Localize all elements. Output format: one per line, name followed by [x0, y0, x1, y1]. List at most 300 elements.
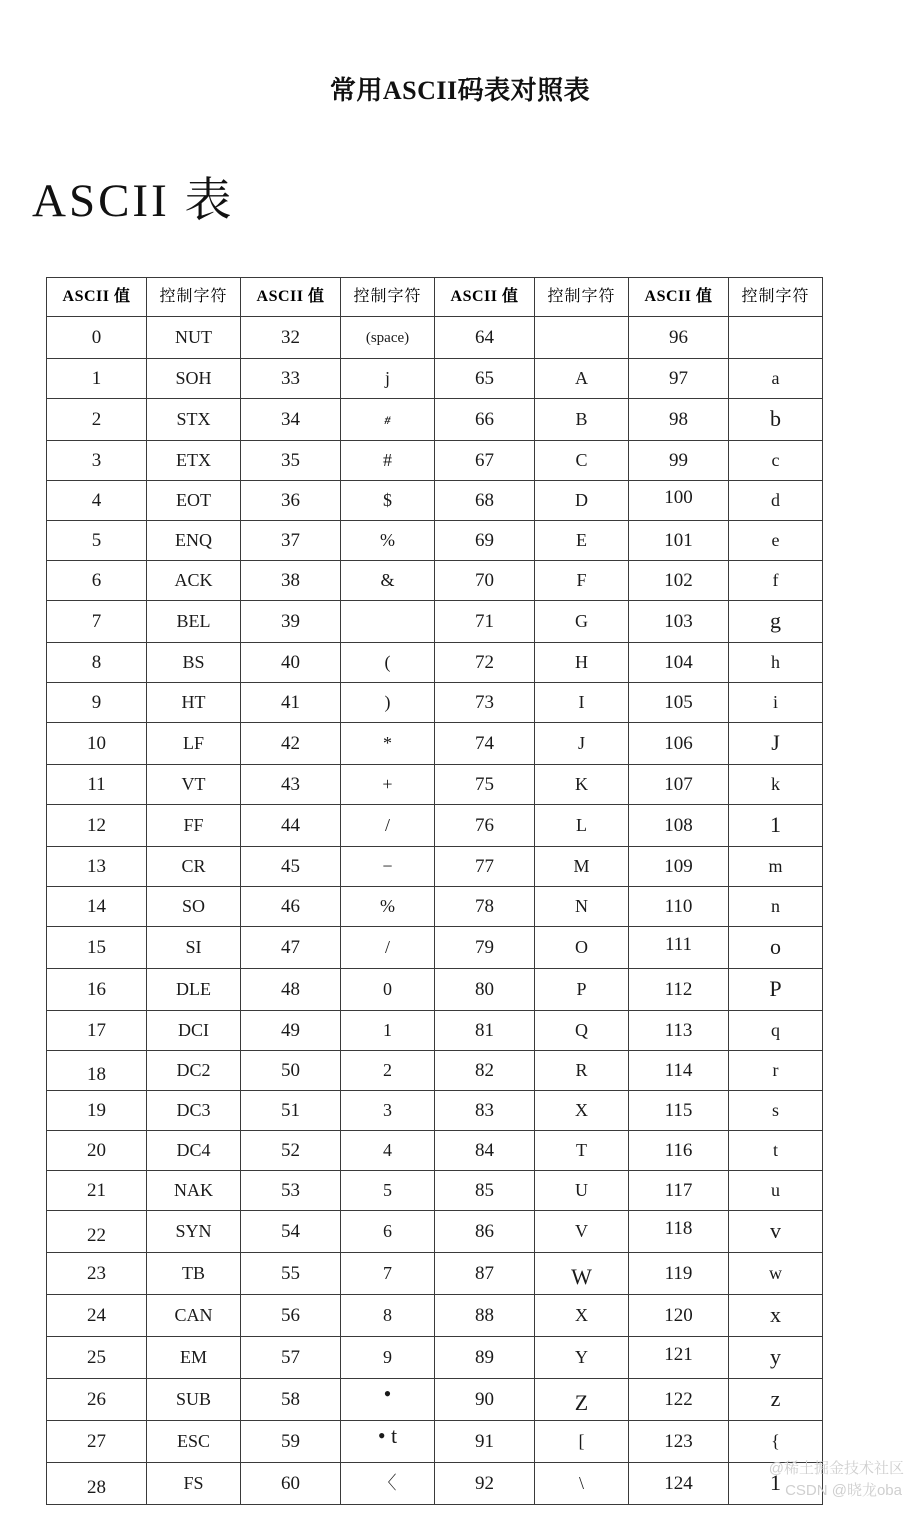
control-char-cell	[341, 1379, 435, 1421]
ascii-value-cell	[47, 601, 147, 643]
ascii-value-cell	[47, 1463, 147, 1505]
control-char-cell	[147, 601, 241, 643]
ascii-value-cell	[629, 969, 729, 1011]
control-char-text: NAK	[174, 1180, 213, 1200]
ascii-table-container	[46, 277, 820, 1505]
ascii-value-text: 60	[281, 1473, 300, 1494]
ascii-value-cell	[435, 1131, 535, 1171]
ascii-value-text: 65	[475, 368, 494, 389]
ascii-value-text: 55	[281, 1263, 300, 1284]
ascii-value-text: 123	[664, 1431, 693, 1452]
ascii-value-text: 3	[91, 450, 102, 471]
ascii-value-cell	[241, 969, 341, 1011]
page-title: 常用ASCII码表对照表	[329, 76, 591, 105]
control-char-text: SOH	[175, 368, 212, 388]
control-char-cell	[147, 1253, 241, 1295]
control-char-cell	[147, 1051, 241, 1091]
ascii-value-text: 79	[475, 937, 494, 958]
control-char-text: )	[384, 692, 391, 712]
control-char-cell	[341, 683, 435, 723]
ascii-value-cell	[435, 601, 535, 643]
control-char-cell	[729, 561, 823, 601]
ascii-value-text: 34	[281, 409, 300, 430]
ascii-value-cell	[435, 561, 535, 601]
control-char-text: x	[770, 1302, 781, 1327]
ascii-value-cell	[435, 317, 535, 359]
table-row	[47, 1421, 823, 1463]
control-char-text: c	[771, 450, 780, 470]
control-char-cell	[535, 927, 629, 969]
control-char-text: LF	[182, 733, 204, 753]
ascii-value-cell	[241, 481, 341, 521]
control-char-cell	[729, 887, 823, 927]
control-char-text: #	[383, 450, 392, 470]
control-char-text: Q	[575, 1020, 588, 1040]
ascii-value-text: 108	[664, 815, 693, 836]
ascii-value-text: 53	[281, 1180, 300, 1201]
control-char-cell	[729, 1211, 823, 1253]
ascii-value-text: 114	[664, 1060, 693, 1081]
control-char-cell	[729, 1253, 823, 1295]
control-char-cell	[341, 359, 435, 399]
control-char-cell	[729, 805, 823, 847]
ascii-value-text: 24	[87, 1305, 106, 1326]
control-char-cell	[535, 399, 629, 441]
control-char-text: J	[577, 733, 585, 753]
control-char-cell	[535, 521, 629, 561]
control-char-text: /	[384, 815, 390, 835]
control-char-cell	[535, 765, 629, 805]
ascii-value-cell	[47, 317, 147, 359]
ascii-value-cell	[241, 1421, 341, 1463]
ascii-value-text: 20	[87, 1140, 106, 1161]
table-row	[47, 521, 823, 561]
ascii-value-cell	[629, 317, 729, 359]
ascii-value-cell	[435, 359, 535, 399]
control-char-cell	[729, 1011, 823, 1051]
ascii-value-cell	[435, 1171, 535, 1211]
ascii-value-text: 32	[281, 327, 300, 348]
ascii-value-cell	[629, 1253, 729, 1295]
ascii-value-cell	[629, 399, 729, 441]
ascii-value-text: 120	[664, 1305, 693, 1326]
ascii-value-text: 17	[87, 1020, 106, 1041]
control-char-text: P	[576, 979, 587, 999]
ascii-value-cell	[241, 723, 341, 765]
control-char-cell	[341, 1211, 435, 1253]
control-char-cell	[147, 317, 241, 359]
control-char-text: z	[770, 1386, 781, 1411]
control-char-text: TB	[181, 1263, 205, 1283]
control-char-cell	[147, 1421, 241, 1463]
ascii-value-text: 98	[669, 409, 688, 430]
control-char-text: CAN	[174, 1305, 213, 1325]
table-row	[47, 887, 823, 927]
ascii-value-text: 110	[664, 896, 693, 917]
control-char-text: %	[380, 896, 395, 916]
ascii-value-text: 102	[664, 570, 693, 591]
ascii-value-cell	[629, 1463, 729, 1505]
table-row	[47, 1463, 823, 1505]
control-char-cell	[341, 1171, 435, 1211]
ascii-value-text: 21	[87, 1180, 106, 1201]
ascii-value-cell	[629, 441, 729, 481]
ascii-value-text: 99	[669, 450, 688, 471]
ascii-value-text: 4	[91, 490, 102, 511]
control-char-cell	[729, 521, 823, 561]
ascii-value-cell	[435, 969, 535, 1011]
ascii-value-text: 1	[91, 368, 102, 389]
control-char-cell	[147, 683, 241, 723]
ascii-value-text: 9	[91, 692, 102, 713]
control-char-text: ETX	[176, 450, 211, 470]
control-char-cell	[729, 847, 823, 887]
ascii-value-text: 88	[475, 1305, 494, 1326]
control-char-cell	[147, 887, 241, 927]
control-char-cell	[147, 723, 241, 765]
control-char-text: (	[384, 652, 391, 672]
ascii-value-cell	[435, 1011, 535, 1051]
ascii-value-cell	[241, 561, 341, 601]
ascii-value-text: 44	[281, 815, 300, 836]
control-char-cell	[729, 1091, 823, 1131]
ascii-value-text: 115	[664, 1100, 693, 1121]
ascii-value-cell	[241, 765, 341, 805]
control-char-text: /	[384, 937, 390, 957]
control-char-cell	[729, 1131, 823, 1171]
control-char-cell	[535, 643, 629, 683]
control-char-cell	[341, 765, 435, 805]
table-header	[47, 278, 823, 317]
control-char-text: d	[771, 490, 780, 510]
ascii-value-text: 81	[475, 1020, 494, 1041]
ascii-value-cell	[435, 643, 535, 683]
table-row	[47, 1211, 823, 1253]
ascii-value-cell	[629, 481, 729, 521]
control-char-cell	[147, 1337, 241, 1379]
control-char-cell	[341, 1051, 435, 1091]
control-char-cell	[729, 359, 823, 399]
control-char-cell	[535, 359, 629, 399]
table-row	[47, 1253, 823, 1295]
table-row	[47, 1379, 823, 1421]
ascii-value-cell	[629, 521, 729, 561]
ascii-value-text: 58	[281, 1389, 300, 1410]
control-char-cell	[147, 927, 241, 969]
control-char-text: (space)	[365, 330, 410, 346]
ascii-value-cell	[435, 399, 535, 441]
control-char-cell	[535, 805, 629, 847]
control-char-cell	[147, 1091, 241, 1131]
ascii-value-cell	[435, 521, 535, 561]
control-char-text: i	[772, 692, 778, 712]
control-char-text: P	[769, 976, 782, 1001]
ascii-value-text: 0	[91, 327, 102, 348]
control-char-cell	[147, 481, 241, 521]
control-char-cell	[147, 643, 241, 683]
control-char-cell	[535, 1295, 629, 1337]
ascii-value-text: 22	[87, 1225, 106, 1246]
control-char-cell	[147, 1011, 241, 1051]
control-char-cell	[535, 1171, 629, 1211]
table-row	[47, 601, 823, 643]
control-char-cell	[341, 1131, 435, 1171]
ascii-value-cell	[47, 1253, 147, 1295]
ascii-value-text: 80	[475, 979, 494, 1000]
control-char-cell	[729, 1295, 823, 1337]
control-char-cell	[147, 847, 241, 887]
ascii-value-cell	[435, 1463, 535, 1505]
control-char-text: H	[575, 652, 588, 672]
control-char-cell	[341, 1295, 435, 1337]
ascii-value-text: 5	[91, 530, 102, 551]
ascii-value-text: 70	[475, 570, 494, 591]
ascii-value-cell	[629, 1211, 729, 1253]
control-char-text: 5	[383, 1180, 392, 1200]
table-row	[47, 1051, 823, 1091]
ascii-value-text: 116	[664, 1140, 693, 1161]
ascii-value-text: 10	[87, 733, 106, 754]
control-char-cell	[341, 1253, 435, 1295]
control-char-cell	[535, 441, 629, 481]
control-char-text: 2	[383, 1060, 392, 1080]
column-header-ascii-value-4: ASCII 值	[629, 278, 729, 317]
ascii-value-cell	[435, 1051, 535, 1091]
ascii-value-text: 103	[664, 611, 693, 632]
control-char-text: • t	[377, 1423, 398, 1448]
control-char-text: 1	[770, 812, 781, 837]
control-char-cell	[535, 1379, 629, 1421]
control-char-text: 7	[383, 1263, 392, 1283]
control-char-cell	[729, 1379, 823, 1421]
control-char-cell	[535, 1211, 629, 1253]
control-char-cell	[341, 441, 435, 481]
control-char-text: e	[771, 530, 780, 550]
ascii-value-text: 66	[475, 409, 494, 430]
ascii-value-text: 49	[281, 1020, 300, 1041]
table-row	[47, 847, 823, 887]
control-char-cell	[729, 723, 823, 765]
ascii-value-text: 101	[664, 530, 693, 551]
control-char-text: j	[384, 368, 390, 388]
ascii-value-cell	[47, 561, 147, 601]
ascii-value-text: 100	[664, 487, 693, 508]
control-char-text: \	[578, 1473, 584, 1493]
control-char-text: Y	[575, 1347, 588, 1367]
ascii-value-cell	[435, 1211, 535, 1253]
control-char-text: FS	[183, 1473, 204, 1493]
ascii-value-text: 67	[475, 450, 494, 471]
control-char-cell	[341, 481, 435, 521]
control-char-text: X	[575, 1100, 588, 1120]
control-char-text: q	[771, 1020, 780, 1040]
control-char-text: E	[576, 530, 587, 550]
control-char-text: *	[383, 733, 392, 753]
control-char-cell	[341, 399, 435, 441]
ascii-value-cell	[47, 1091, 147, 1131]
ascii-value-text: 109	[664, 856, 693, 877]
ascii-value-text: 54	[281, 1221, 300, 1242]
control-char-cell	[535, 887, 629, 927]
ascii-value-cell	[241, 847, 341, 887]
ascii-value-cell	[435, 441, 535, 481]
control-char-text: 3	[383, 1100, 392, 1120]
control-char-text: M	[573, 856, 590, 876]
ascii-value-cell	[629, 723, 729, 765]
control-char-cell	[535, 317, 629, 359]
ascii-value-text: 51	[281, 1100, 300, 1121]
control-char-cell	[147, 765, 241, 805]
table-row	[47, 1337, 823, 1379]
ascii-value-text: 33	[281, 368, 300, 389]
control-char-cell	[535, 481, 629, 521]
ascii-value-text: 117	[664, 1180, 693, 1201]
ascii-value-cell	[47, 1337, 147, 1379]
ascii-value-cell	[629, 1011, 729, 1051]
ascii-value-text: 107	[664, 774, 693, 795]
ascii-value-text: 48	[281, 979, 300, 1000]
control-char-text: +	[382, 774, 393, 794]
ascii-value-cell	[435, 805, 535, 847]
control-char-text: h	[771, 652, 780, 672]
ascii-value-text: 74	[475, 733, 494, 754]
control-char-cell	[729, 683, 823, 723]
ascii-value-cell	[629, 601, 729, 643]
ascii-value-cell	[47, 847, 147, 887]
ascii-value-text: 38	[281, 570, 300, 591]
control-char-text: o	[770, 934, 781, 959]
control-char-text: DCI	[178, 1020, 209, 1040]
ascii-value-text: 118	[664, 1218, 693, 1239]
ascii-value-text: 26	[87, 1389, 106, 1410]
ascii-value-cell	[241, 1379, 341, 1421]
control-char-cell	[147, 399, 241, 441]
control-char-text: N	[575, 896, 588, 916]
ascii-value-cell	[47, 1131, 147, 1171]
ascii-value-cell	[629, 359, 729, 399]
control-char-cell	[147, 969, 241, 1011]
ascii-value-cell	[629, 1051, 729, 1091]
control-char-cell	[341, 723, 435, 765]
control-char-cell	[341, 805, 435, 847]
ascii-value-text: 11	[87, 774, 106, 795]
ascii-value-text: 41	[281, 692, 300, 713]
ascii-value-text: 47	[281, 937, 300, 958]
control-char-cell	[147, 1211, 241, 1253]
ascii-value-cell	[47, 1379, 147, 1421]
control-char-cell	[729, 765, 823, 805]
ascii-value-text: 71	[475, 611, 494, 632]
ascii-value-cell	[629, 847, 729, 887]
ascii-value-text: 12	[87, 815, 106, 836]
control-char-cell	[341, 317, 435, 359]
control-char-cell	[729, 1171, 823, 1211]
control-char-text: SI	[185, 937, 202, 957]
control-char-cell	[729, 1051, 823, 1091]
ascii-value-cell	[47, 1051, 147, 1091]
control-char-text: W	[571, 1264, 592, 1289]
ascii-value-text: 83	[475, 1100, 494, 1121]
ascii-value-cell	[241, 1091, 341, 1131]
ascii-value-text: 2	[91, 409, 102, 430]
control-char-text: SUB	[175, 1389, 211, 1409]
ascii-value-text: 50	[281, 1060, 300, 1081]
ascii-value-cell	[629, 1171, 729, 1211]
ascii-value-cell	[47, 723, 147, 765]
ascii-value-cell	[241, 317, 341, 359]
ascii-value-cell	[47, 1171, 147, 1211]
control-char-text: HT	[181, 692, 206, 712]
ascii-value-text: 27	[87, 1431, 106, 1452]
control-char-cell	[535, 561, 629, 601]
ascii-value-text: 15	[87, 937, 106, 958]
ascii-value-text: 92	[475, 1473, 494, 1494]
control-char-text: 4	[383, 1140, 392, 1160]
control-char-cell	[147, 561, 241, 601]
control-char-text: K	[575, 774, 588, 794]
control-char-text: v	[770, 1218, 781, 1243]
control-char-text: F	[576, 570, 587, 590]
control-char-text: I	[578, 692, 585, 712]
table-row	[47, 561, 823, 601]
table-row	[47, 317, 823, 359]
control-char-cell	[729, 601, 823, 643]
control-char-text: ESC	[176, 1431, 210, 1451]
table-row	[47, 765, 823, 805]
ascii-value-cell	[241, 683, 341, 723]
ascii-value-cell	[629, 683, 729, 723]
control-char-text: 1	[770, 1470, 781, 1495]
watermark	[769, 1458, 904, 1502]
control-char-cell	[535, 1091, 629, 1131]
ascii-value-text: 7	[91, 611, 102, 632]
control-char-cell	[341, 1337, 435, 1379]
ascii-value-cell	[241, 887, 341, 927]
control-char-text: 6	[383, 1221, 392, 1241]
ascii-value-cell	[47, 441, 147, 481]
ascii-value-cell	[47, 1011, 147, 1051]
control-char-text: V	[575, 1221, 588, 1241]
control-char-text: n	[771, 896, 780, 916]
table-row	[47, 643, 823, 683]
control-char-text: DC2	[176, 1060, 211, 1080]
watermark-line-2: CSDN @晓龙oba	[785, 1482, 902, 1499]
ascii-value-cell	[629, 765, 729, 805]
control-char-text: −	[382, 856, 393, 876]
ascii-table	[46, 277, 823, 1505]
ascii-value-cell	[241, 1211, 341, 1253]
ascii-value-text: 16	[87, 979, 106, 1000]
ascii-value-text: 59	[281, 1431, 300, 1452]
control-char-text: FF	[183, 815, 204, 835]
control-char-cell	[147, 1171, 241, 1211]
ascii-value-text: 25	[87, 1347, 106, 1368]
control-char-text: J	[771, 730, 780, 755]
ascii-value-text: 43	[281, 774, 300, 795]
ascii-value-text: 113	[664, 1020, 693, 1041]
ascii-value-cell	[435, 1421, 535, 1463]
control-char-cell	[147, 1463, 241, 1505]
control-char-cell	[729, 927, 823, 969]
control-char-text: X	[575, 1305, 588, 1325]
ascii-value-text: 87	[475, 1263, 494, 1284]
ascii-value-text: 36	[281, 490, 300, 511]
ascii-value-cell	[629, 1379, 729, 1421]
ascii-value-text: 13	[87, 856, 106, 877]
ascii-value-cell	[241, 1011, 341, 1051]
ascii-value-text: 37	[281, 530, 300, 551]
ascii-value-cell	[629, 1091, 729, 1131]
